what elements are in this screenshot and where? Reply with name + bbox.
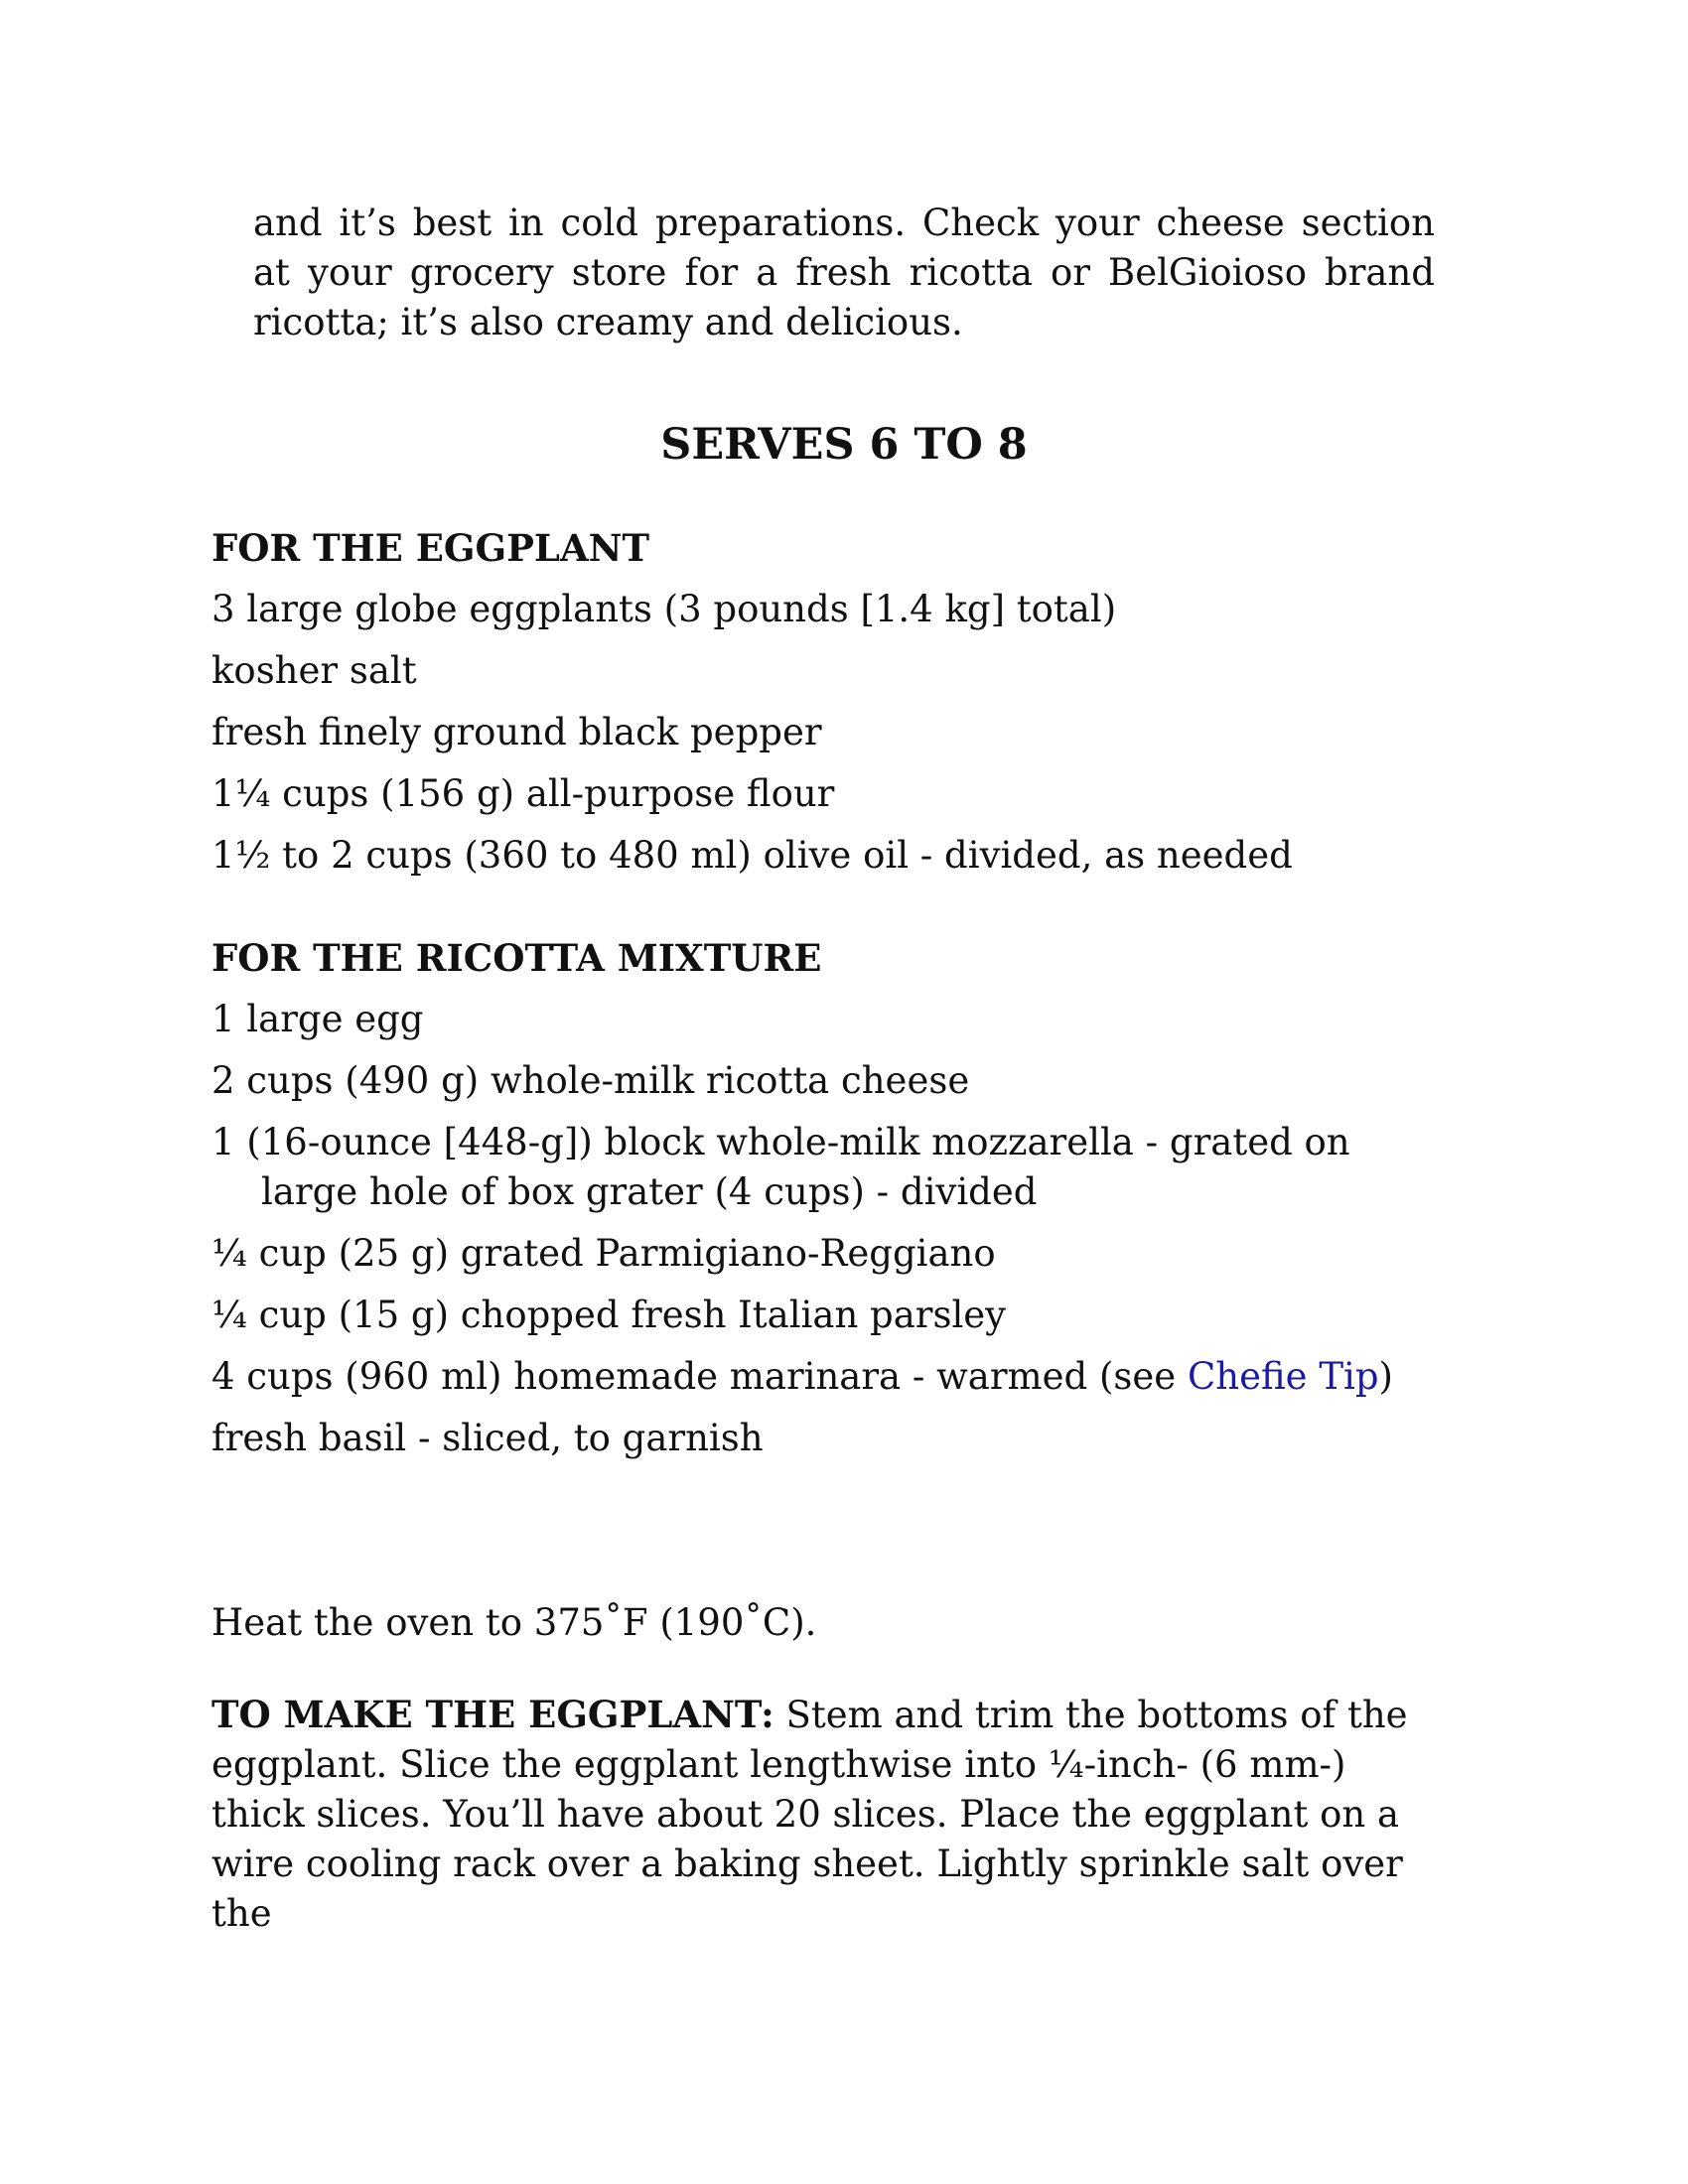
eggplant-section-heading: FOR THE EGGPLANT	[211, 526, 650, 570]
eggplant-step-lead: TO MAKE THE EGGPLANT:	[211, 1693, 774, 1736]
serves-heading: SERVES 6 TO 8	[660, 420, 1028, 470]
ingredient-item: 1 (16-ounce [448-g]) block whole-milk mozzarella - grated on large hole of box grater (4 cups) - divided	[211, 1121, 1350, 1213]
chefie-tip-link[interactable]: Chefie Tip	[1187, 1355, 1379, 1398]
oven-step: Heat the oven to 375˚F (190˚C).	[211, 1601, 817, 1644]
marinara-text: 4 cups (960 ml) homemade marinara - warmed (see	[211, 1355, 1188, 1398]
ingredient-item: fresh basil - sliced, to garnish	[211, 1417, 764, 1459]
ingredient-item: 1 large egg	[211, 998, 424, 1040]
ricotta-ingredient-list	[211, 995, 1433, 1475]
marinara-suffix: )	[1378, 1355, 1393, 1398]
ingredient-item: 1¼ cups (156 g) all-purpose flour	[211, 772, 835, 815]
ingredient-item-marinara	[211, 1352, 1433, 1402]
eggplant-step-paragraph	[211, 1690, 1443, 1939]
eggplant-ingredient-list	[211, 585, 1433, 892]
ingredient-item: 3 large globe eggplants (3 pounds [1.4 kg] total)	[211, 588, 1117, 630]
intro-paragraph: and it’s best in cold preparations. Check your cheese section at your grocery store for a fresh ricotta or BelGioioso brand ricotta; it’s also creamy and delicious.	[253, 202, 1435, 343]
ingredient-item: 1½ to 2 cups (360 to 480 ml) olive oil - divided, as needed	[211, 834, 1293, 877]
ingredient-item: ¼ cup (15 g) chopped fresh Italian parsley	[211, 1294, 1007, 1336]
ricotta-section-heading: FOR THE RICOTTA MIXTURE	[211, 936, 822, 980]
ingredient-item: kosher salt	[211, 649, 417, 692]
eggplant-step-text: Stem and trim the bottoms of the eggplant. Slice the eggplant lengthwise into ¼-inch- (6 mm-) thick slices. You’ll have about 20 slices. Place the eggplant on a wire cooling rack over a baking sheet. Lightly sprinkle salt over the	[211, 1694, 1408, 1935]
ingredient-item: fresh finely ground black pepper	[211, 711, 822, 753]
ingredient-item: 2 cups (490 g) whole-milk ricotta cheese	[211, 1059, 970, 1102]
ingredient-item: ¼ cup (25 g) grated Parmigiano-Reggiano	[211, 1232, 996, 1275]
